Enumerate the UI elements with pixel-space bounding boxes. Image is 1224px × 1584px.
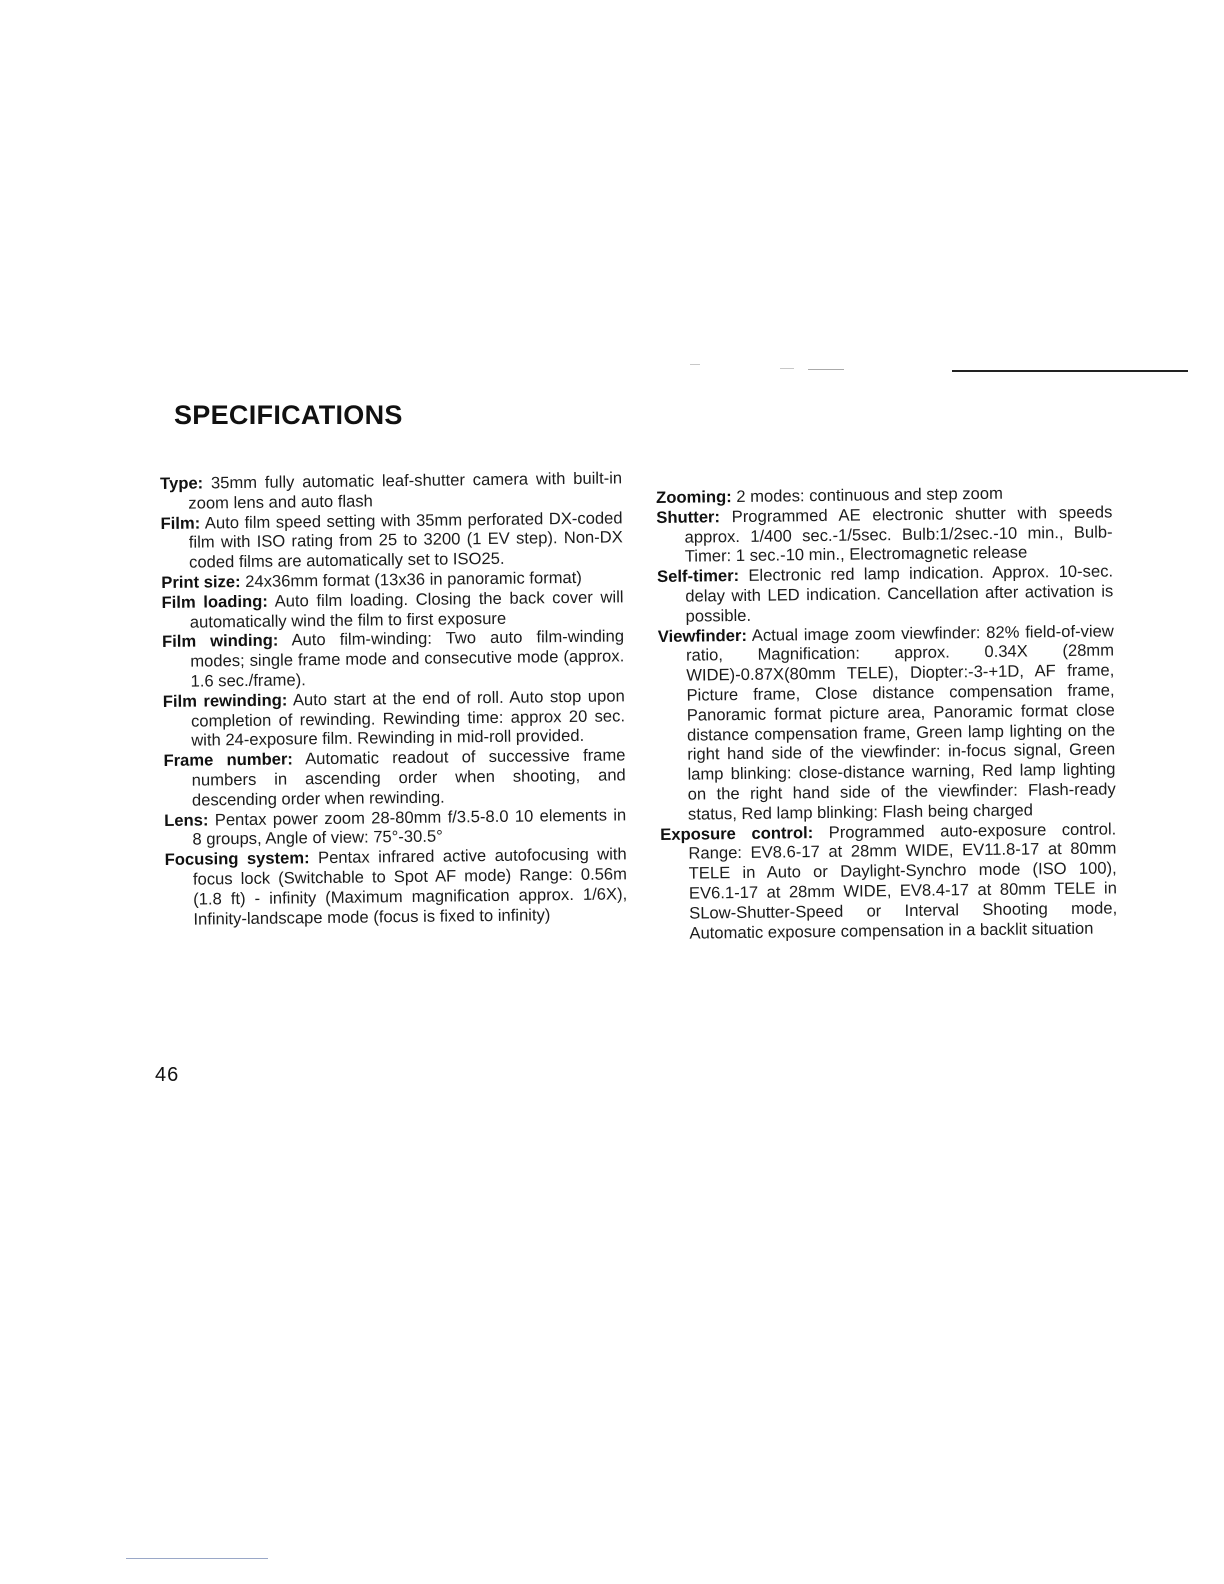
spec-text: Pentax power zoom 28-80mm f/3.5-8.0 10 elements in 8 groups, Angle of view: 75°-30.5° bbox=[192, 804, 627, 849]
spec-text: Auto start at the end of roll. Auto stop upon completion of rewinding. Rewinding time: approx 20 sec. with 24-exposure film. Rewinding in mid-roll provided. bbox=[190, 686, 626, 750]
spec-text: Actual image zoom viewfinder: 82% field-of-view ratio, Magnification: approx. 0.34X (28mm WIDE)-0.87X(80mm TELE), Diopter:-3-+1D, AF frame, Picture frame, Close distance compensation frame, Panoramic format picture area, Panoramic format close distance compensation frame, Green lamp lighting on the right hand side of the viewfinder: in-focus signal, Green lamp blinking: close-distance warning, Red lamp lighting on the right hand side of the viewfinder: Flash-ready status, Red lamp blinking: Flash being charged bbox=[685, 620, 1116, 824]
spec-type bbox=[160, 468, 622, 513]
spec-lens bbox=[164, 805, 626, 850]
spec-label: Type: bbox=[160, 473, 204, 493]
spec-text: Programmed auto-exposure control. Range: EV8.6-17 at 28mm WIDE, EV11.8-17 at 80mm TELE in Auto or Daylight-Synchro mode (ISO 100), EV6.1-17 at 28mm WIDE, EV8.4-17 at 80mm TELE in SLow-Shutter-Speed or Interval Shooting mode, Automatic exposure compensation in a backlit situation bbox=[688, 818, 1118, 943]
spec-text: 24x36mm format (13x36 in panoramic format) bbox=[240, 567, 582, 592]
page-title: SPECIFICATIONS bbox=[174, 400, 403, 430]
spec-viewfinder bbox=[658, 621, 1116, 825]
spec-film bbox=[160, 508, 623, 573]
spec-text: Auto film speed setting with 35mm perforated DX-coded film with ISO rating from 25 to 3200 (1 EV step). Non-DX coded films are automatically set to ISO25. bbox=[188, 507, 623, 572]
spec-label: Film winding: bbox=[161, 630, 279, 652]
scan-mark bbox=[690, 364, 700, 365]
spec-film-rewinding bbox=[163, 686, 626, 751]
spec-text: Pentax infrared active autofocusing with focus lock (Switchable to Spot AF mode) Range: 0.56m (1.8 ft) - infinity (Maximum magnification approx. 1/6X), Infinity-landscape mode (focus is fixed to infinity) bbox=[192, 844, 628, 929]
scan-mark bbox=[780, 368, 794, 369]
bottom-rule bbox=[126, 1558, 268, 1559]
scan-mark bbox=[808, 369, 844, 370]
spec-film-winding bbox=[162, 627, 625, 692]
spec-text: Electronic red lamp indication. Approx. 10-sec. delay with LED indication. Cancellation after activation is possible. bbox=[685, 561, 1114, 626]
spec-label: Film: bbox=[160, 513, 201, 533]
spec-shutter bbox=[656, 502, 1113, 567]
spec-label: Self-timer: bbox=[656, 566, 740, 587]
spec-label: Frame number: bbox=[163, 749, 293, 771]
spec-label: Film rewinding: bbox=[162, 690, 288, 711]
spec-text: 2 modes: continuous and step zoom bbox=[731, 483, 1003, 507]
spec-focusing-system bbox=[165, 844, 628, 929]
top-rule bbox=[952, 370, 1188, 372]
spec-label: Zooming: bbox=[656, 487, 732, 507]
spec-label: Print size: bbox=[161, 572, 241, 592]
spec-text: Auto film loading. Closing the back cover will automatically wind the film to first exposure bbox=[189, 587, 624, 632]
spec-text: Programmed AE electronic shutter with speeds approx. 1/400 sec.-1/5sec. Bulb:1/2sec.-10 min., Bulb-Timer: 1 sec.-10 min., Electromagnetic release bbox=[684, 502, 1113, 567]
spec-text: Automatic readout of successive frame numbers in ascending order when shooting, and descending order when rewinding. bbox=[191, 745, 626, 810]
spec-self-timer bbox=[657, 562, 1114, 627]
spec-label: Exposure control: bbox=[660, 822, 814, 844]
spec-column-right bbox=[656, 482, 1118, 943]
spec-exposure-control bbox=[660, 819, 1117, 943]
spec-frame-number bbox=[163, 745, 626, 810]
page-number: 46 bbox=[155, 1064, 180, 1086]
spec-text: 35mm fully automatic leaf-shutter camera with built-in zoom lens and auto flash bbox=[188, 468, 623, 513]
spec-label: Film loading: bbox=[161, 591, 268, 612]
spec-label: Shutter: bbox=[656, 507, 721, 527]
spec-label: Lens: bbox=[164, 809, 209, 830]
spec-column-left bbox=[160, 468, 628, 929]
spec-label: Focusing system: bbox=[164, 848, 310, 870]
spec-film-loading bbox=[161, 587, 623, 632]
spec-label: Viewfinder: bbox=[657, 625, 748, 646]
spec-text: Auto film-winding: Two auto film-winding modes; single frame mode and consecutive mode (approx. 1.6 sec./frame). bbox=[190, 626, 625, 691]
